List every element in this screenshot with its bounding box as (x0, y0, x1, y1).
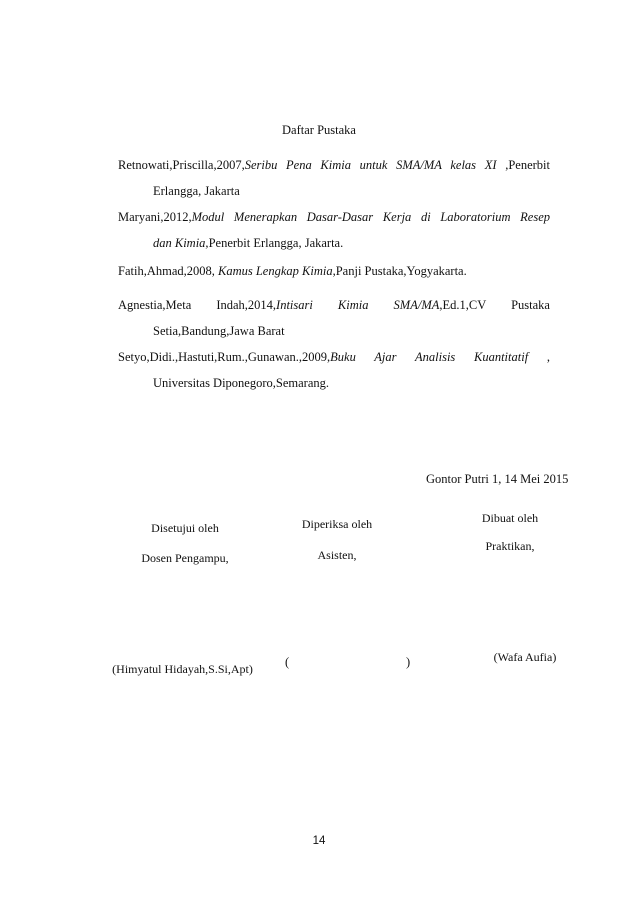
reference-line-1 (118, 292, 550, 318)
reference-italic-text: dan Kimia, (153, 236, 209, 250)
reference-italic-text: Seribu Pena Kimia untuk SMA/MA kelas XI (244, 158, 497, 172)
reference-line-1 (118, 152, 550, 178)
reference-italic-text: Kamus Lengkap Kimia (218, 264, 333, 278)
reference-text: Erlangga, Jakarta (153, 184, 240, 198)
reference-item (118, 258, 550, 284)
reference-line-2 (118, 230, 550, 256)
reference-line-2 (118, 370, 550, 396)
reference-text: Fatih,Ahmad,2008, (118, 264, 218, 278)
reference-text: , (528, 350, 550, 364)
reference-text: ,Penerbit (496, 158, 550, 172)
signature-right-role: Praktikan, (485, 539, 535, 553)
reference-item (118, 344, 550, 396)
reference-line-1 (118, 258, 550, 284)
signature-right-name: (Wafa Aufia) (493, 650, 557, 664)
signature-left-label: Disetujui oleh (151, 521, 219, 535)
reference-italic-text: Modul Menerapkan Dasar-Dasar Kerja di Laboratorium Resep (191, 210, 550, 224)
reference-italic-text: Buku Ajar Analisis Kuantitatif (330, 350, 529, 364)
reference-item (118, 204, 550, 256)
place-date: Gontor Putri 1, 14 Mei 2015 (426, 472, 569, 486)
reference-text: Setia,Bandung,Jawa Barat (153, 324, 285, 338)
reference-line-1 (118, 204, 550, 230)
reference-text: Setyo,Didi.,Hastuti,Rum.,Gunawan.,2009, (118, 350, 331, 364)
reference-text: Retnowati,Priscilla,2007, (118, 158, 245, 172)
signature-middle-close-paren: ) (406, 655, 411, 669)
reference-line-1 (118, 344, 550, 370)
page-title: Daftar Pustaka (282, 123, 356, 137)
reference-item (118, 292, 550, 344)
reference-text: Penerbit Erlangga, Jakarta. (208, 236, 344, 250)
signature-right-label: Dibuat oleh (481, 511, 539, 525)
page-number: 14 (312, 835, 326, 847)
reference-italic-text: Intisari Kimia SMA/MA (276, 298, 440, 312)
signature-middle-open-paren: ( (285, 655, 290, 669)
reference-text: ,Panji Pustaka,Yogyakarta. (332, 264, 467, 278)
signature-left-name: (Himyatul Hidayah,S.Si,Apt) (112, 662, 253, 676)
reference-text: Maryani,2012, (118, 210, 192, 224)
reference-text: Agnestia,Meta Indah,2014, (118, 298, 277, 312)
reference-item (118, 152, 550, 204)
reference-line-2 (118, 178, 550, 204)
reference-line-2 (118, 318, 550, 344)
signature-left-role: Dosen Pengampu, (141, 551, 229, 565)
signature-middle-label: Diperiksa oleh (301, 517, 373, 531)
signature-middle-role: Asisten, (317, 548, 357, 562)
reference-text: ,Ed.1,CV Pustaka (439, 298, 550, 312)
reference-text: Universitas Diponegoro,Semarang. (153, 376, 330, 390)
